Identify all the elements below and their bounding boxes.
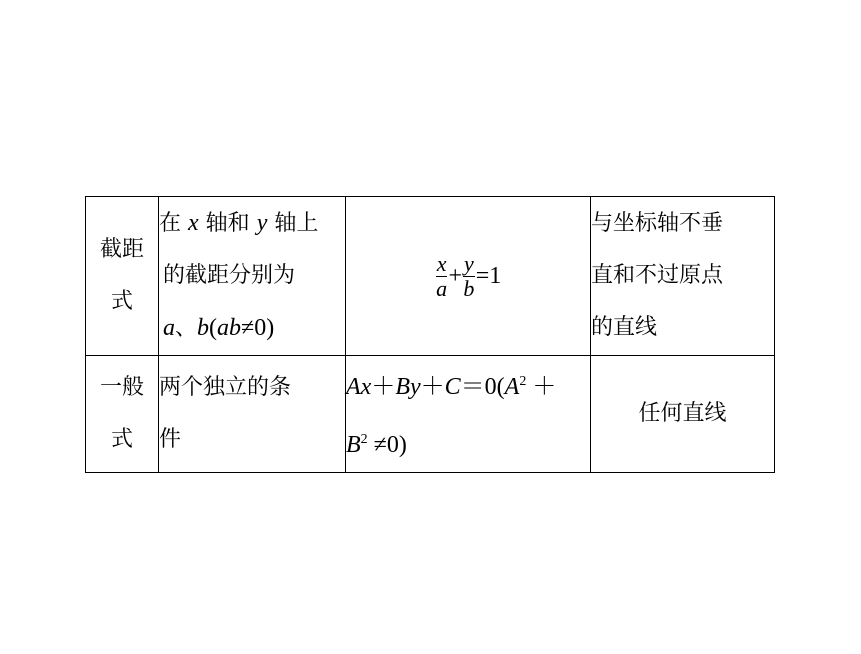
equation-cell: [346, 356, 591, 473]
condition-cell: [159, 356, 346, 473]
fraction-y-over-b: $\frac{y}{b}$: [463, 250, 475, 301]
scope-line: 直和不过原点: [591, 263, 724, 288]
equation-line: $Ax+By+C=0(A^2$ ＋: [346, 374, 557, 400]
scope-line: 与坐标轴不垂: [591, 211, 724, 236]
line-equation-table: [85, 196, 775, 473]
equation-line: $B^2 \ne 0$): [346, 432, 407, 458]
form-name-cell: [86, 356, 159, 473]
condition-cell: [159, 197, 346, 356]
condition-line: 在 x 轴和 y 轴上: [159, 210, 319, 236]
condition-line: 的截距分别为: [163, 263, 296, 288]
condition-line: 件: [159, 427, 182, 452]
scope-line: 的直线: [591, 315, 658, 340]
table-row-intercept-form: [86, 197, 775, 356]
fraction-x-over-a: $\frac{x}{a}$: [436, 250, 448, 301]
condition-line: a、b(ab≠0): [163, 315, 275, 341]
scope-cell: [591, 356, 775, 473]
form-name-line: 一般: [99, 375, 144, 400]
scope-cell: [591, 197, 775, 356]
scope-line: 任何直线: [638, 401, 727, 426]
equation-cell: $\frac{x}{a}$ + $\frac{y}{b}$ =1: [346, 197, 591, 356]
condition-line: 两个独立的条: [159, 375, 292, 400]
form-name-cell: [86, 197, 159, 356]
form-name-line: 式: [110, 289, 133, 314]
form-name-line: 式: [110, 427, 133, 452]
form-name-line: 截距: [99, 237, 144, 262]
table-row-general-form: [86, 356, 775, 473]
